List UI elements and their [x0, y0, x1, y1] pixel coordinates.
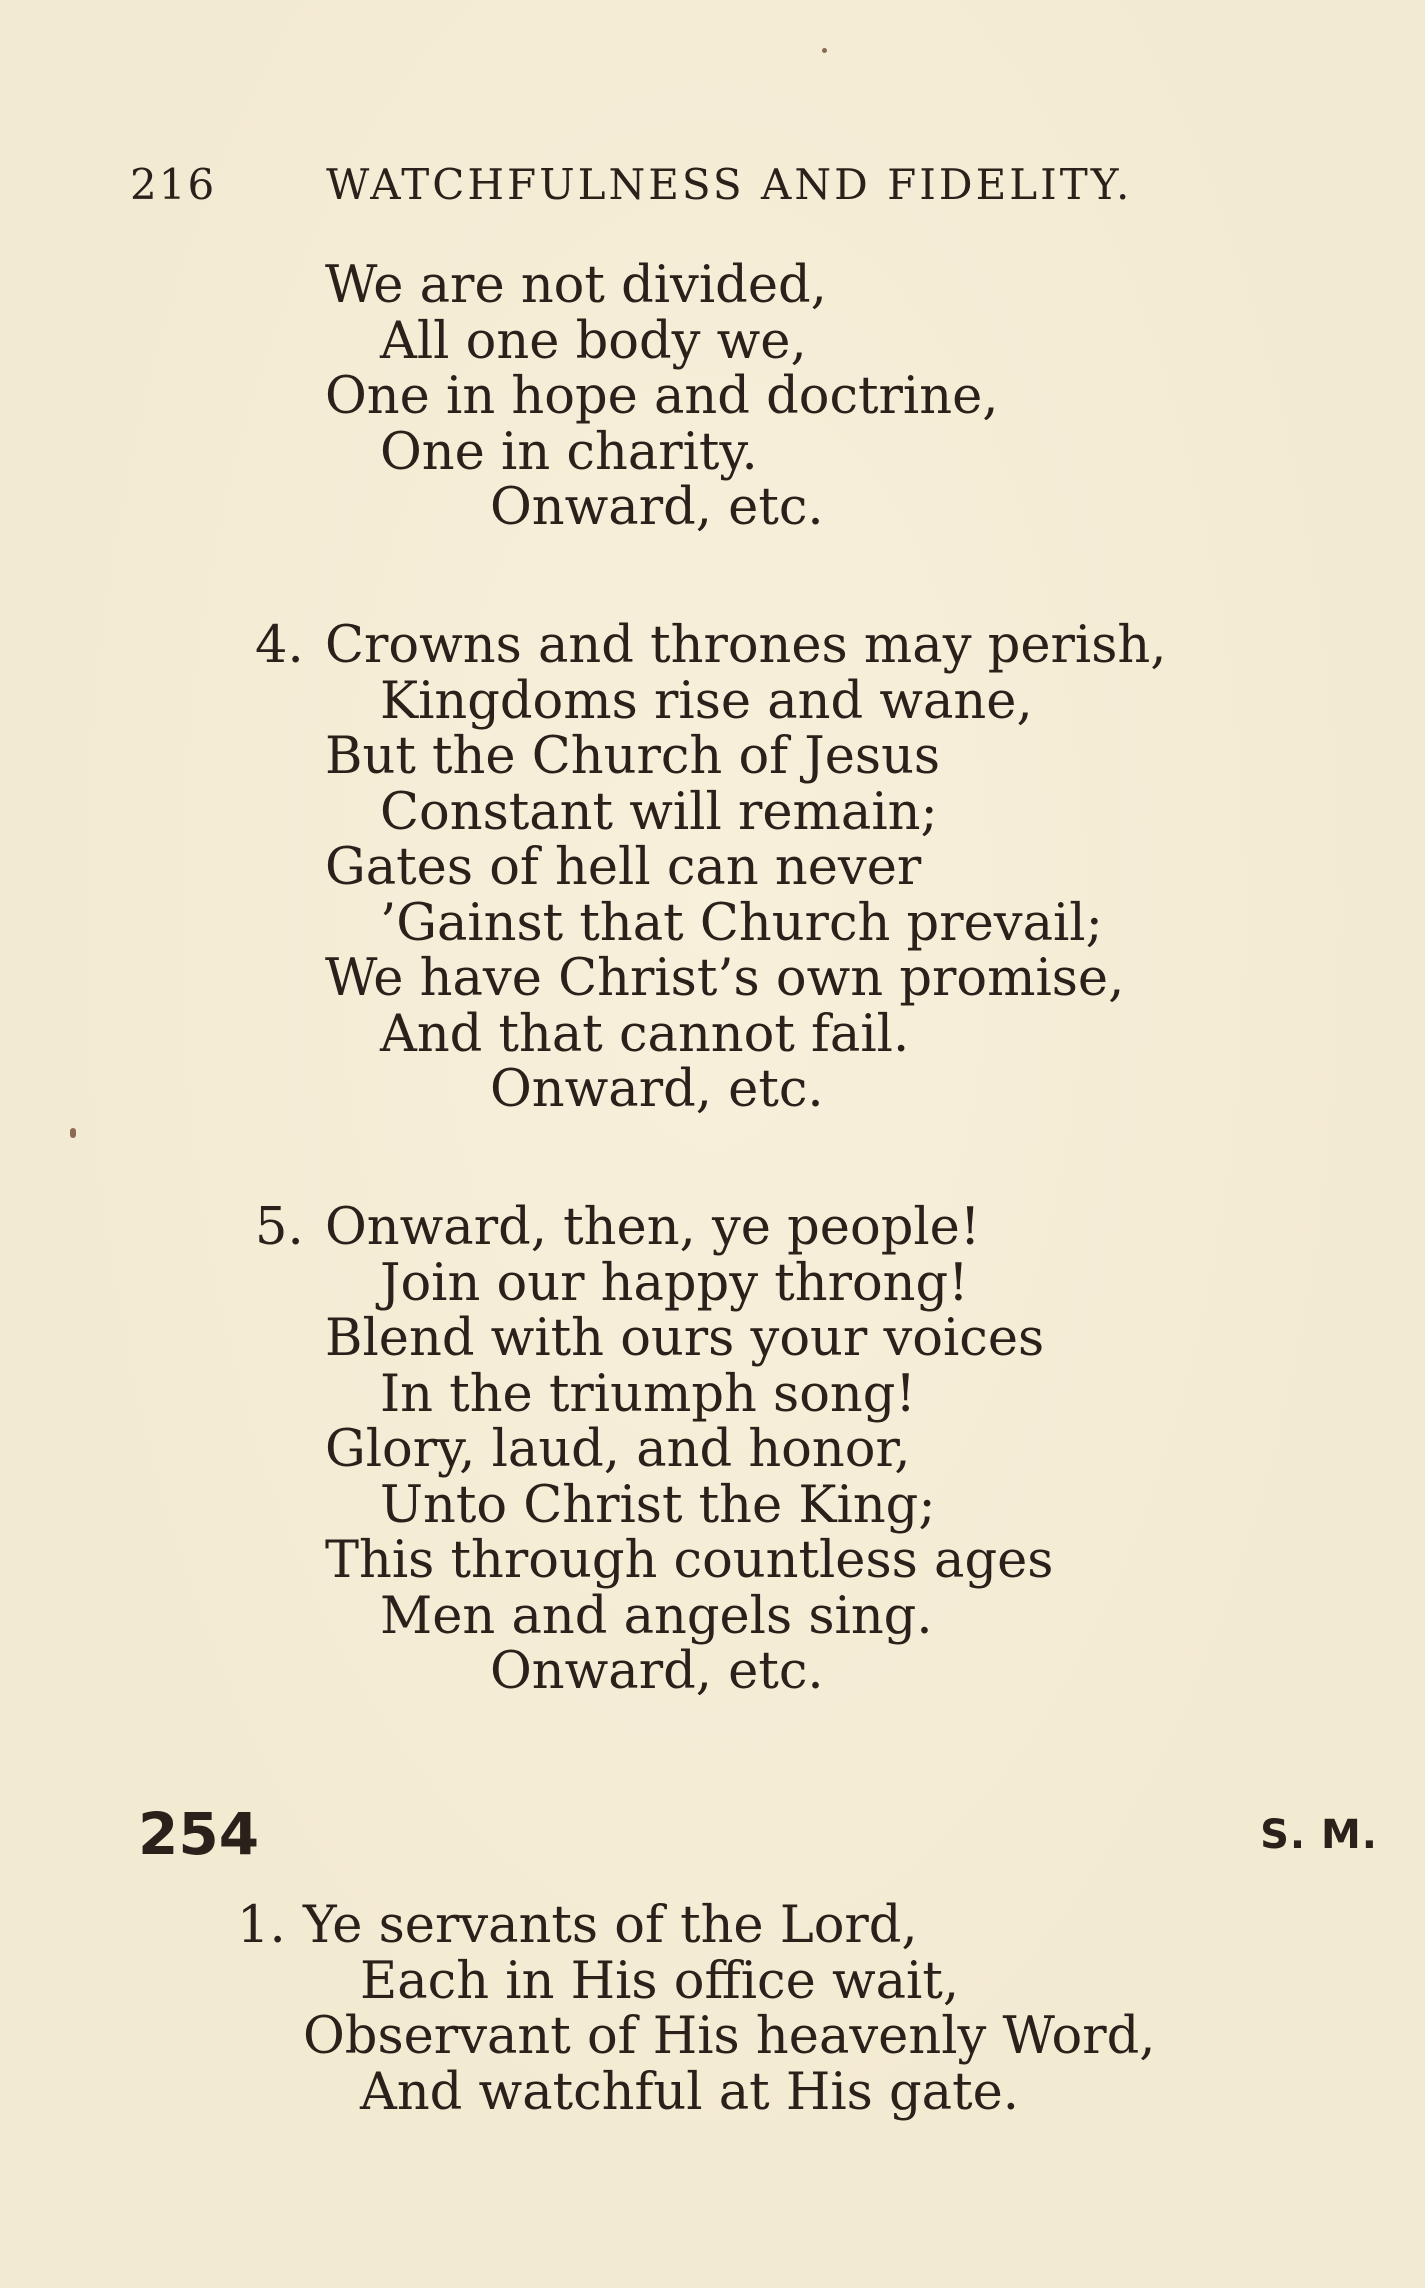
- verse-line: But the Church of Jesus: [325, 727, 941, 786]
- verse-line: And that cannot fail.: [380, 1004, 910, 1064]
- verse-line: Ye servants of the Lord,: [303, 1896, 918, 1955]
- verse-line: Kingdoms rise and wane,: [380, 671, 1033, 731]
- refrain-line: Onward, etc.: [490, 1060, 824, 1119]
- verse-line: Observant of His heavenly Word,: [303, 2007, 1156, 2066]
- hymn-meter: S. M.: [1260, 1812, 1378, 1858]
- verse-line: Men and angels sing.: [380, 1586, 933, 1646]
- verse-line: Gates of hell can never: [325, 838, 922, 897]
- stanza-continued: [0, 258, 998, 536]
- refrain-line: Onward, etc.: [490, 1642, 824, 1701]
- verse-line: In the triumph song!: [380, 1364, 916, 1424]
- verse-line: Blend with ours your voices: [325, 1309, 1045, 1368]
- verse-line: Each in His office wait,: [360, 1951, 960, 2011]
- verse-number: 5.: [255, 1198, 304, 1257]
- running-head: [130, 160, 1132, 209]
- verse-line: All one body we,: [380, 311, 807, 371]
- verse-line: We are not divided,: [325, 256, 827, 315]
- verse-number: 4.: [255, 616, 304, 675]
- verse-line: Unto Christ the King;: [380, 1475, 936, 1535]
- refrain-line: Onward, etc.: [490, 478, 824, 537]
- stanza-4: [0, 618, 1166, 1118]
- verse-line: Glory, laud, and honor,: [325, 1420, 911, 1479]
- stanza-5: [0, 1200, 1053, 1700]
- verse-line: We have Christ’s own promise,: [325, 949, 1125, 1008]
- verse-number: 1.: [237, 1896, 286, 1955]
- hymn-254-stanza-1: [0, 1898, 1155, 2120]
- section-title: WATCHFULNESS AND FIDELITY.: [326, 160, 1133, 209]
- verse-line: Onward, then, ye people!: [325, 1198, 981, 1257]
- paper-speck: [70, 1128, 76, 1138]
- verse-line: ’Gainst that Church prevail;: [380, 893, 1103, 953]
- verse-line: Join our happy throng!: [380, 1253, 969, 1313]
- verse-line: One in charity.: [380, 422, 758, 482]
- hymn-number: 254: [138, 1800, 260, 1868]
- verse-line: Crowns and thrones may perish,: [325, 616, 1167, 675]
- verse-line: This through countless ages: [325, 1531, 1054, 1590]
- verse-line: And watchful at His gate.: [360, 2062, 1019, 2122]
- verse-line: Constant will remain;: [380, 782, 938, 842]
- paper-speck: [822, 48, 827, 53]
- page-number: 216: [130, 160, 217, 209]
- verse-line: One in hope and doctrine,: [325, 367, 999, 426]
